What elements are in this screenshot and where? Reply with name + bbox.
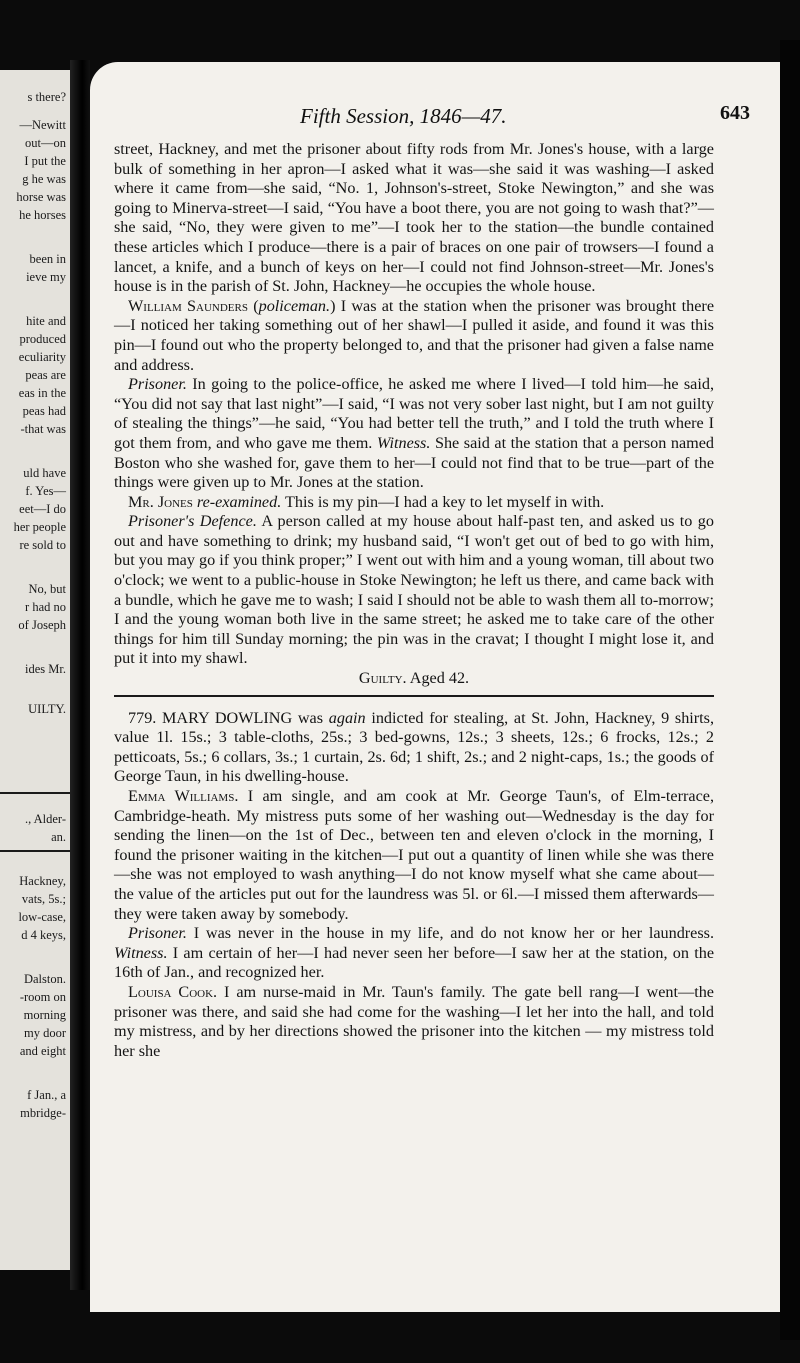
speaker-lead: Witness. [376, 433, 431, 452]
facing-page-text: —Newitt [19, 118, 66, 132]
facing-page-text: No, but [28, 582, 66, 596]
facing-page-text: my door [23, 1026, 66, 1040]
facing-page-rule [0, 850, 70, 852]
facing-page-text: r had no [25, 600, 66, 614]
testimony-paragraph [114, 924, 714, 983]
facing-page-text: and eight [19, 1044, 66, 1058]
facing-page-text: vats, 5s.; [21, 892, 66, 906]
facing-page-text: an. [51, 830, 66, 844]
facing-page-text: peas are [25, 368, 66, 382]
page-body [114, 140, 714, 1061]
facing-page-text: Hackney, [19, 874, 66, 888]
facing-page-text: eculiarity [18, 350, 66, 364]
speaker-lead: Prisoner. [128, 375, 187, 394]
facing-page-text: -that was [20, 422, 66, 436]
testimony-paragraph [114, 512, 714, 669]
facing-page-text: been in [29, 252, 66, 266]
facing-page-text: mbridge- [20, 1106, 66, 1120]
facing-page-text: peas had [22, 404, 66, 418]
speaker-lead: Prisoner's Defence. [128, 512, 257, 531]
facing-page-text: he horses [19, 208, 66, 222]
paragraph-text: A person called at my house about half-past ten, and asked us to go out and have something to drink; my husband said, “I won't get out of bed to go with him, but you may go if you think proper;” I went out with him and a young woman, till about two o'clock; we went to a public-house in Stoke Newington; he left us there, and came back with a bundle, which he gave me to wash; I said I should not be able to wash them all to-morrow; I and the young woman both live in the same street; he asked me to take care of the other things for him till Sunday morning; the pin was in the cravat; I thought I might lose it, and put it into my shawl. [114, 512, 714, 668]
facing-page-text: of Joseph [18, 618, 66, 632]
paragraph-text: She said at the station that a person named Boston who she washed for, gave them to her—I could not find that to be true—part of the things were given up to Mr. Jones at the station. [114, 433, 715, 492]
case-again: again [328, 708, 366, 727]
paragraph-text: I am single, and am cook at Mr. George Taun's, of Elm-terrace, Cambridge-heath. My mistress puts some of her washing out—Wednesday is the day for sending the linen—on the 1st of Dec., between ten and eleven o'clock in the morning, I found the prisoner waiting in the kitchen—I put out a quantity of linen while she was there—she was not employed to wash anything—I do not know myself what she came about—the value of the articles put out for the laundress was 5l. or 6l.—I missed them afterwards—they were taken away by somebody. [114, 787, 714, 923]
facing-page-text: eet—I do [19, 502, 66, 516]
testimony-paragraph [114, 493, 714, 513]
facing-page-text: f Jan., a [27, 1088, 66, 1102]
section-divider [114, 695, 714, 697]
facing-page-text: low-case, [18, 910, 66, 924]
facing-page-text: hite and [26, 314, 66, 328]
facing-page-text: ieve my [26, 270, 66, 284]
testimony-paragraph [114, 787, 714, 924]
book-gutter [70, 60, 90, 1290]
running-head: Fifth Session, 1846—47. [300, 104, 507, 128]
facing-page-text: re sold to [19, 538, 66, 552]
case-intro: 779. MARY DOWLING was [128, 708, 324, 727]
testimony-paragraph: William Saunders (policeman.) I was at the station when the prisoner was brought there—I noticed her taking something out of her shawl—I pulled it aside, and found it was this pin—I found out who the property belonged to, and that the prisoner had given a false name and address. [114, 296, 714, 374]
speaker-name: Emma Williams. [128, 787, 239, 805]
facing-page-text: d 4 keys, [21, 928, 66, 942]
facing-page-text: out—on [25, 136, 66, 150]
facing-page-text: ides Mr. [25, 662, 66, 676]
verdict-word: Guilty. [358, 669, 407, 688]
facing-page-rule [0, 792, 70, 794]
facing-page-text: f. Yes— [25, 484, 66, 498]
speaker-name: William Saunders [128, 296, 248, 315]
speaker-lead: Witness. [114, 943, 168, 962]
paragraph-text: I was never in the house in my life, and do not know her or her laundress. [193, 924, 715, 943]
page-number: 643 [720, 102, 750, 124]
facing-page-text: uld have [23, 466, 66, 480]
book-page [90, 62, 780, 1312]
facing-page-text: ., Alder- [24, 812, 66, 826]
facing-page-text: -room on [19, 990, 66, 1004]
paragraph-text: I was at the station when the prisoner was brought there—I noticed her taking something out of her shawl—I pulled it aside, and found it was this pin—I found out who the property belonged to, and that the prisoner had given a false name and address. [114, 296, 714, 374]
facing-page-text: morning [23, 1008, 66, 1022]
page-header [90, 104, 780, 134]
facing-page-text: horse was [16, 190, 66, 204]
facing-page-fragment [0, 70, 70, 1270]
facing-page-text: her people [13, 520, 66, 534]
case-heading-paragraph [114, 709, 714, 787]
speaker-role: policeman. [258, 296, 331, 315]
facing-page-text: I put the [24, 154, 66, 168]
facing-page-text: g he was [22, 172, 66, 186]
speaker-name: Louisa Cook. [128, 982, 218, 1001]
paragraph-text: street, Hackney, and met the prisoner about fifty rods from Mr. Jones's house, with a large bulk of something in her apron—I asked what it was—she said it was washing—I asked where it came from—she said, “No. 1, Johnson's-street, Stoke Newington,” and she was going to Minerva-street—I said, “You have a boot there, you are not going to wash that?”—she said, “No, they were given to me”—I took her to the station—the bundle contained these articles which I produce—there is a pair of braces on one pair of trowsers—I found a lancet, a knife, and a bunch of keys on her—I could not find Johnson-street—Mr. Jones's house is in the parish of St. John, Hackney—he occupies the whole house. [114, 140, 714, 296]
verdict [114, 669, 714, 689]
testimony-paragraph [114, 375, 714, 493]
facing-page-text: produced [19, 332, 66, 346]
paragraph-text: I am certain of her—I had never seen her before—I saw her at the station, on the 16th of Jan., and recognized her. [114, 943, 715, 982]
paragraph-text: indicted for stealing, at St. John, Hackney, 9 shirts, value 1l. 15s.; 3 table-cloths, 25s.; 3 bed-gowns, 12s.; 3 sheets, 12s.; 6 frocks, 12s.; 2 petticoats, 5s.; 6 collars, 3s.; 1 curtain, 2s. 6d; 1 shift, 2s.; and 2 night-caps, 1s.; the goods of George Taun, in his dwelling-house. [114, 708, 715, 786]
facing-page-text: Dalston. [23, 972, 66, 986]
paragraph-text: This is my pin—I had a key to let myself in with. [285, 492, 605, 511]
facing-page-text: s there? [27, 90, 66, 104]
facing-page-text: UILTY. [28, 702, 66, 716]
page-edge-shadow [780, 40, 800, 1340]
speaker-note: re-examined. [196, 492, 282, 511]
paragraph [114, 140, 714, 297]
paragraph-text: I am nurse-maid in Mr. Taun's family. The gate bell rang—I went—the prisoner was there, and said she had come for the washing—I let her into the hall, and told my mistress, and by her directions showed the prisoner into the kitchen — my mistress told her she [114, 982, 714, 1060]
testimony-paragraph [114, 983, 714, 1061]
speaker-lead: Prisoner. [128, 924, 187, 943]
paragraph-text: In going to the police-office, he asked me where I lived—I told him—he said, “You did not say that last night”—I said, “I was not very sober last night, but I am not guilty of stealing the things”—he said, “You had better tell the truth,” and I told the truth where I got them from, and who gave me them. [114, 375, 715, 452]
facing-page-text: eas in the [18, 386, 66, 400]
verdict-age: Aged 42. [409, 669, 470, 688]
speaker-name: Mr. Jones [128, 492, 193, 511]
